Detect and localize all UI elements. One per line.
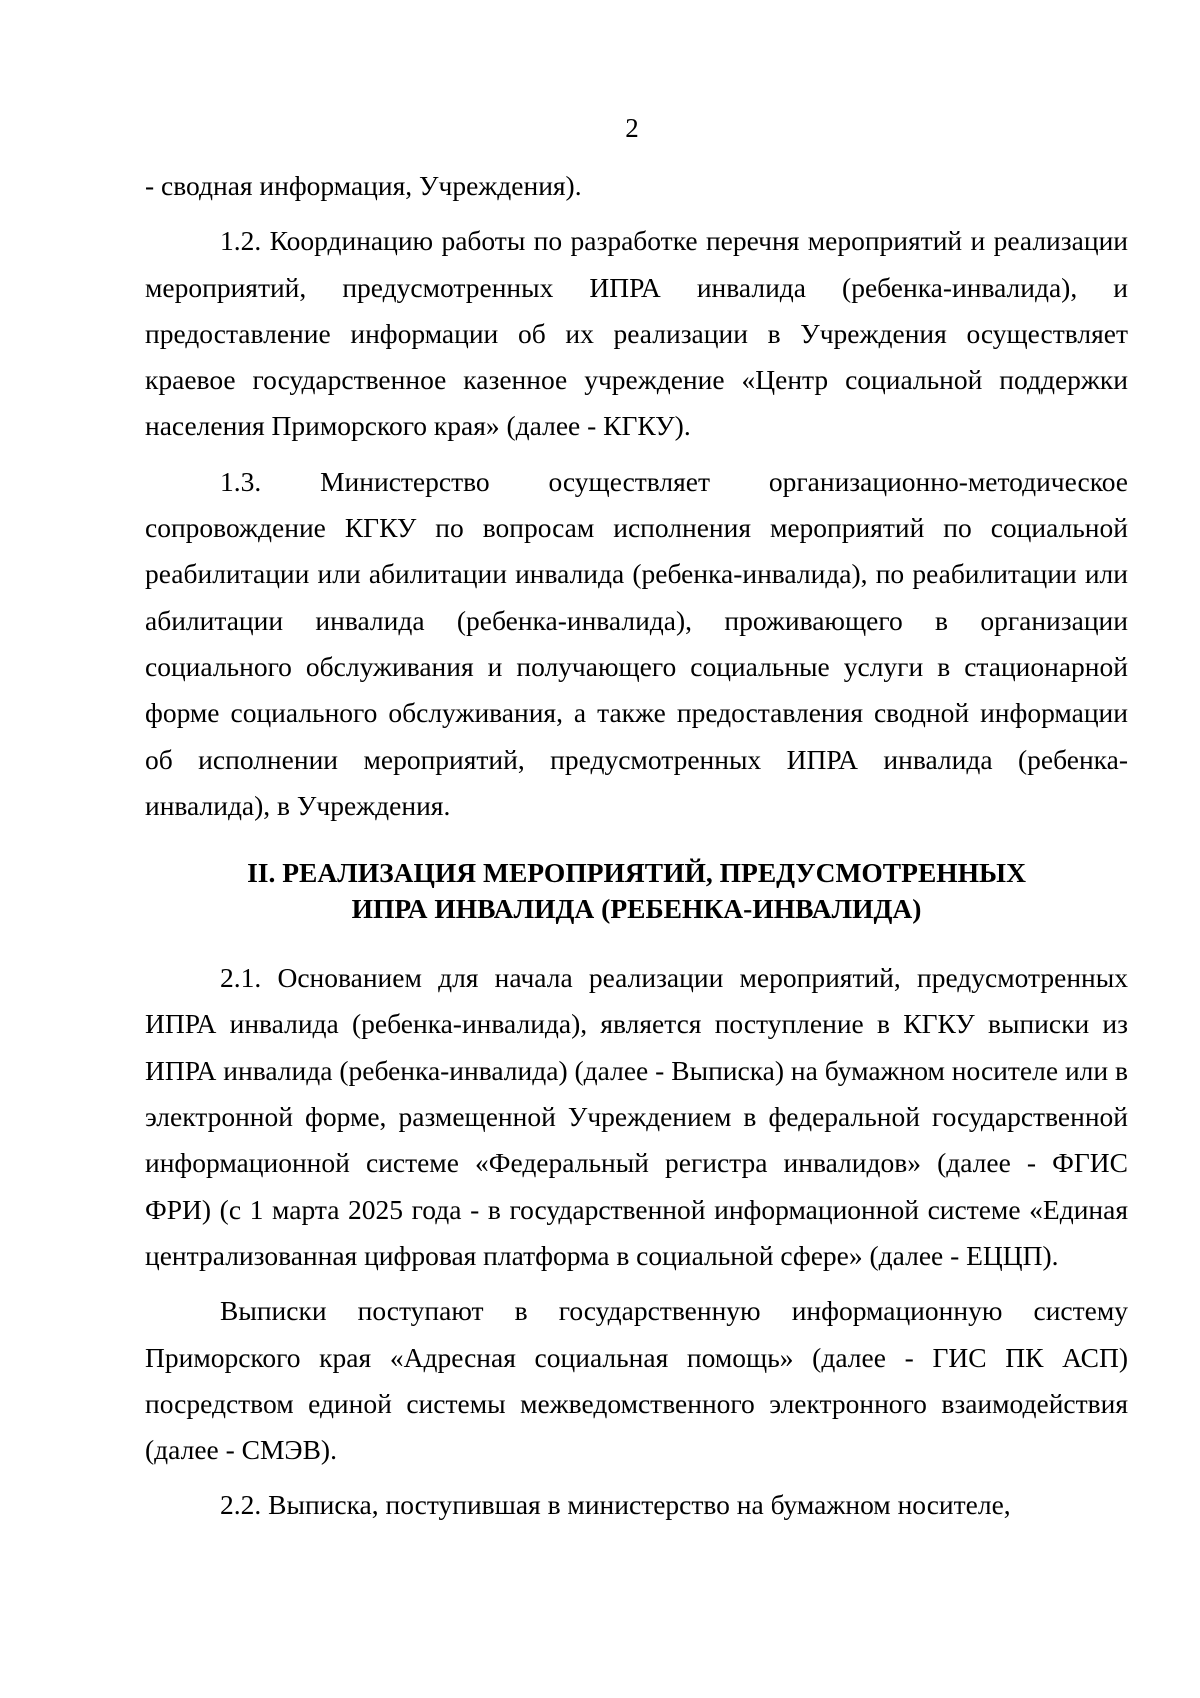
- paragraph-1-2: 1.2. Координацию работы по разработке перечня мероприятий и реализации мероприятий, предусмотренных ИПРА инвалида (ребенка-инвалида), и предоставление информации об их реализации в Учреждения осуществляет краевое государственное казенное учреждение «Центр социальной поддержки населения Приморского края» (далее - КГКУ).: [145, 225, 1128, 442]
- page-number: 2: [625, 113, 639, 143]
- paragraph-continuation: - сводная информация, Учреждения).: [145, 170, 582, 201]
- section-heading-line-2: ИПРА ИНВАЛИДА (РЕБЕНКА-ИНВАЛИДА): [351, 893, 922, 925]
- section-heading: [145, 855, 1128, 927]
- paragraph-2-1: 2.1. Основанием для начала реализации мероприятий, предусмотренных ИПРА инвалида (ребенка-инвалида), является поступление в КГКУ выписки из ИПРА инвалида (ребенка-инвалида) (далее - Выписка) на бумажном носителе или в электронной форме, размещенной Учреждением в федеральной государственной информационной системе «Федеральный регистра инвалидов» (далее - ФГИС ФРИ) (с 1 марта 2025 года - в государственной информационной системе «Единая централизованная цифровая платформа в социальной сфере» (далее - ЕЦЦП).: [145, 962, 1128, 1271]
- paragraph-1-3: 1.3. Министерство осуществляет организационно-методическое сопровождение КГКУ по вопросам исполнения мероприятий по социальной реабилитации или абилитации инвалида (ребенка-инвалида), по реабилитации или абилитации инвалида (ребенка-инвалида), проживающего в организации социального обслуживания и получающего социальные услуги в стационарной форме социального обслуживания, а также предоставления сводной информации об исполнении мероприятий, предусмотренных ИПРА инвалида (ребенка-инвалида), в Учреждения.: [145, 465, 1128, 821]
- paragraph-vypiski: Выписки поступают в государственную информационную систему Приморского края «Адресная социальная помощь» (далее - ГИС ПК АСП) посредством единой системы межведомственного электронного взаимодействия (далее - СМЭВ).: [145, 1295, 1128, 1466]
- paragraph-2-2: 2.2. Выписка, поступившая в министерство на бумажном носителе,: [220, 1489, 1011, 1521]
- section-heading-line-1: II. РЕАЛИЗАЦИЯ МЕРОПРИЯТИЙ, ПРЕДУСМОТРЕННЫХ: [247, 857, 1026, 889]
- document-body: [145, 163, 1128, 1529]
